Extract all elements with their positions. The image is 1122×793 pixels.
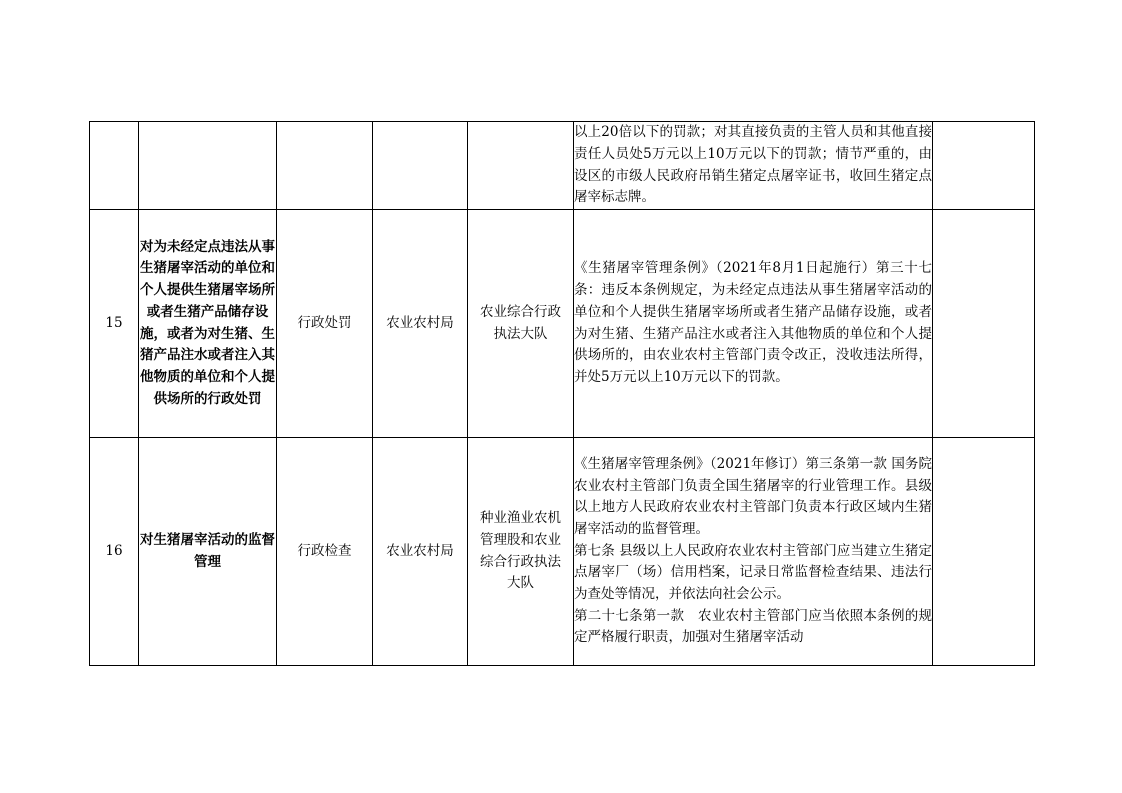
table-row [90, 438, 1035, 666]
legal-basis [574, 438, 933, 666]
remark [933, 438, 1035, 666]
responsible-department [373, 122, 468, 210]
item-type [277, 122, 373, 210]
legal-basis-paragraph: 以上20倍以下的罚款；对其直接负责的主管人员和其他直接责任人员处5万元以上10万元以下的罚款；情节严重的，由设区的市级人民政府吊销生猪定点屠宰证书，收回生猪定点屠宰标志牌。 [574, 124, 932, 206]
item-name [139, 122, 277, 210]
remark [933, 210, 1035, 438]
regulation-table [89, 121, 1035, 666]
legal-basis-paragraph: 第二十七条第一款 农业农村主管部门应当依照本条例的规定严格履行职责，加强对生猪屠宰活动 [574, 607, 932, 646]
responsible-department: 农业农村局 [373, 210, 468, 438]
legal-basis-paragraph: 《生猪屠宰管理条例》（2021年8月1日起施行）第三十七条：违反本条例规定，为未经定点违法从事生猪屠宰活动的单位和个人提供生猪屠宰场所或者生猪产品储存设施，或者为对生猪、生猪产品注水或者注入其他物质的单位和个人提供场所的，由农业农村主管部门责令改正，没收违法所得，并处5万元以上10万元以下的罚款。 [574, 260, 932, 385]
implementing-unit [468, 122, 574, 210]
table-row [90, 210, 1035, 438]
legal-basis-paragraph: 第七条 县级以上人民政府农业农村主管部门应当建立生猪定点屠宰厂（场）信用档案，记录日常监督检查结果、违法行为查处等情况，并依法向社会公示。 [574, 542, 932, 603]
row-number: 16 [90, 438, 139, 666]
item-type: 行政检查 [277, 438, 373, 666]
responsible-department: 农业农村局 [373, 438, 468, 666]
implementing-unit: 种业渔业农机管理股和农业综合行政执法大队 [468, 438, 574, 666]
legal-basis-paragraph: 《生猪屠宰管理条例》（2021年修订）第三条第一款 国务院农业农村主管部门负责全国生猪屠宰的行业管理工作。县级以上地方人民政府农业农村主管部门负责本行政区域内生猪屠宰活动的监督管理。 [574, 455, 932, 537]
item-name: 对生猪屠宰活动的监督管理 [139, 438, 277, 666]
legal-basis [574, 122, 933, 210]
table-row [90, 122, 1035, 210]
item-name: 对为未经定点违法从事生猪屠宰活动的单位和个人提供生猪屠宰场所或者生猪产品储存设施，或者为对生猪、生猪产品注水或者注入其他物质的单位和个人提供场所的行政处罚 [139, 210, 277, 438]
implementing-unit: 农业综合行政执法大队 [468, 210, 574, 438]
legal-basis [574, 210, 933, 438]
item-type: 行政处罚 [277, 210, 373, 438]
row-number: 15 [90, 210, 139, 438]
row-number [90, 122, 139, 210]
remark [933, 122, 1035, 210]
